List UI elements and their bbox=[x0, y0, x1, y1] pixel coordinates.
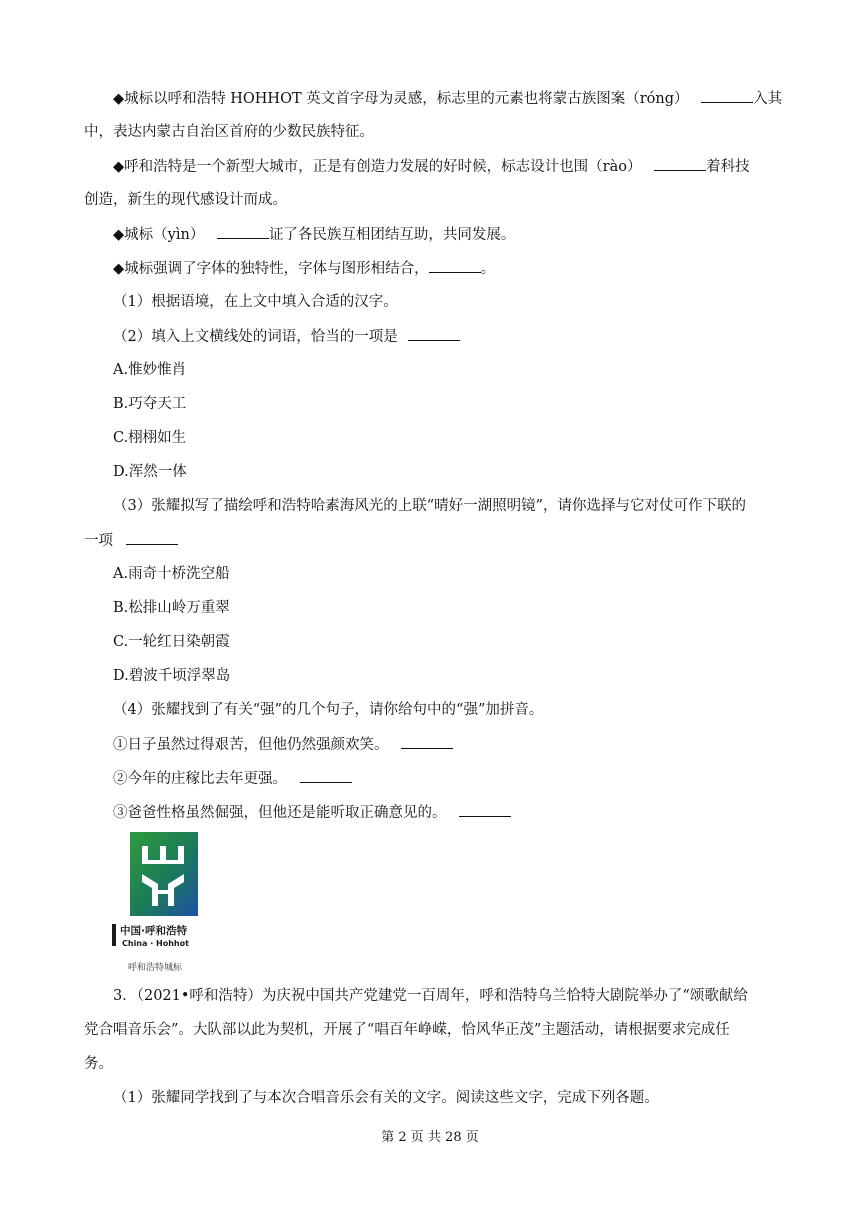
line-text: 着科技 bbox=[706, 159, 750, 175]
line-text: ①日子虽然过得艰苦，但他仍然强颜欢笑。 bbox=[113, 737, 389, 753]
line-text: （2）填入上文横线处的词语，恰当的一项是 bbox=[113, 329, 398, 345]
answer-blank[interactable] bbox=[459, 802, 511, 817]
line-text: 。 bbox=[480, 261, 496, 277]
line-text: 一项 bbox=[84, 533, 113, 549]
logo-title-cn: 中国·呼和浩特 bbox=[120, 925, 187, 937]
text-line bbox=[113, 258, 495, 279]
answer-blank[interactable] bbox=[654, 156, 706, 171]
page-footer: 第 2 页 共 28 页 bbox=[381, 1130, 479, 1145]
option-b: B.巧夺天工 bbox=[113, 396, 187, 412]
line-text: ②今年的庄稼比去年更强。 bbox=[113, 771, 287, 787]
line-text: 入其 bbox=[753, 91, 783, 107]
line-text: ◆呼和浩特是一个新型大城市，正是有创造力发展的好时候，标志设计也围（rào） bbox=[113, 159, 642, 175]
option-b: B.松排山岭万重翠 bbox=[113, 600, 230, 616]
sentence-1 bbox=[113, 734, 453, 755]
answer-blank[interactable] bbox=[126, 530, 178, 545]
option-d: D.碧波千顷浮翠岛 bbox=[113, 668, 231, 684]
question-2 bbox=[113, 326, 460, 347]
hohhot-logo-icon bbox=[112, 830, 222, 958]
question-4: （4）张耀找到了有关“强”的几个句子，请你给句中的“强”加拼音。 bbox=[113, 702, 544, 718]
text-line bbox=[84, 530, 178, 551]
problem-3-question-1: （1）张耀同学找到了与本次合唱音乐会有关的文字。阅读这些文字，完成下列各题。 bbox=[113, 1090, 659, 1106]
text-line: 创造，新生的现代感设计而成。 bbox=[84, 192, 287, 208]
option-c: C.一轮红日染朝霞 bbox=[113, 634, 230, 650]
option-c: C.栩栩如生 bbox=[113, 430, 187, 446]
line-text: ◆城标强调了字体的独特性，字体与图形相结合， bbox=[113, 261, 429, 277]
logo-caption: 呼和浩特城标 bbox=[128, 963, 183, 973]
answer-blank[interactable] bbox=[701, 88, 753, 103]
line-text: ◆城标（yìn） bbox=[113, 227, 205, 243]
problem-3-line-2: 党合唱音乐会”。大队部以此为契机，开展了“唱百年峥嵘，恰风华正茂”主题活动，请根据要求完成任 bbox=[84, 1022, 730, 1038]
question-3: （3）张耀拟写了描绘呼和浩特哈素海风光的上联“晴好一湖照明镜”，请你选择与它对仗可作下联的 bbox=[113, 498, 747, 514]
text-line: 中，表达内蒙古自治区首府的少数民族特征。 bbox=[84, 124, 374, 140]
answer-blank[interactable] bbox=[401, 734, 453, 749]
sentence-2 bbox=[113, 768, 352, 789]
logo-title-en: China · Hohhot bbox=[122, 939, 189, 948]
option-a: A.雨奇十桥洗空船 bbox=[113, 566, 230, 582]
answer-blank[interactable] bbox=[429, 258, 481, 273]
problem-3-line-3: 务。 bbox=[84, 1056, 113, 1072]
answer-blank[interactable] bbox=[300, 768, 352, 783]
option-a: A.惟妙惟肖 bbox=[113, 362, 187, 378]
sentence-3 bbox=[113, 802, 511, 823]
line-text: ③爸爸性格虽然倔强，但他还是能听取正确意见的。 bbox=[113, 805, 447, 821]
question-1: （1）根据语境，在上文中填入合适的汉字。 bbox=[113, 294, 398, 310]
city-logo-figure bbox=[112, 830, 222, 980]
problem-3-line-1: 3．（2021•呼和浩特）为庆祝中国共产党建党一百周年，呼和浩特乌兰恰特大剧院举办了“颂歌献给 bbox=[113, 988, 748, 1004]
option-d: D.浑然一体 bbox=[113, 464, 187, 480]
answer-blank[interactable] bbox=[408, 326, 460, 341]
text-line bbox=[113, 88, 782, 109]
answer-blank[interactable] bbox=[217, 224, 269, 239]
text-line bbox=[113, 224, 515, 245]
text-line bbox=[113, 156, 750, 177]
line-text: ◆城标以呼和浩特 HOHHOT 英文首字母为灵感，标志里的元素也将蒙古族图案（róng） bbox=[113, 91, 689, 107]
line-text: 证了各民族互相团结互助，共同发展。 bbox=[268, 227, 516, 243]
